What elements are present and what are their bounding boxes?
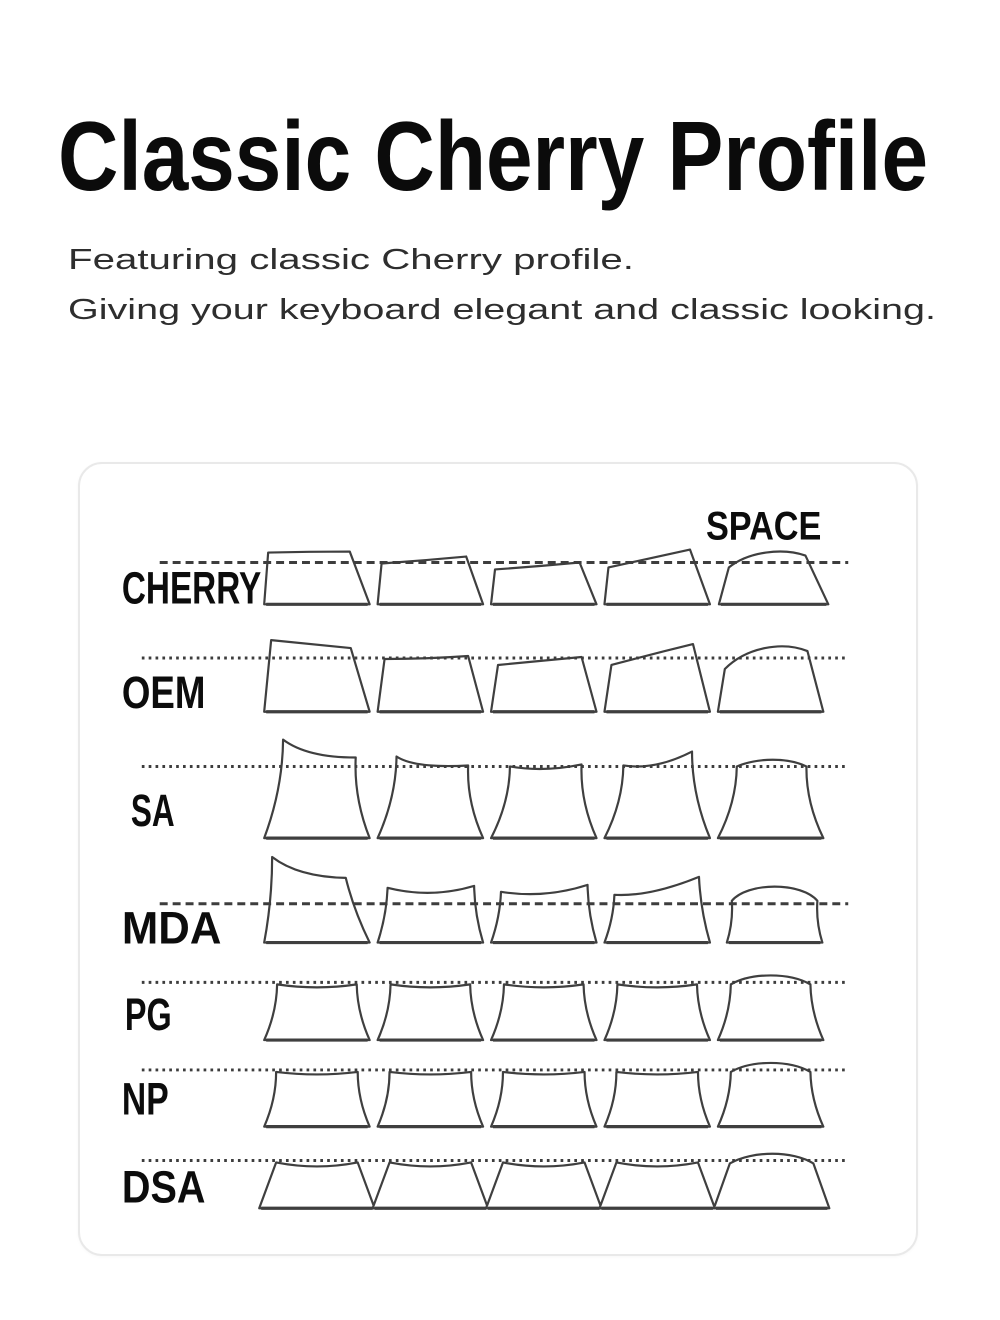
keycap-pg-2: [378, 984, 483, 1040]
keycap-mda-3: [491, 885, 596, 943]
keycap-mda-2: [378, 886, 483, 943]
row-label-mda: MDA: [121, 902, 222, 954]
keycap-dsa-1: [259, 1162, 374, 1208]
header: [0, 0, 1000, 440]
keycap-dsa-3: [486, 1162, 601, 1208]
keycap-oem-3: [491, 657, 596, 712]
keycap-sa-2: [378, 757, 483, 839]
keycap-mda-1: [264, 857, 369, 943]
row-label-cherry: CHERRY: [121, 562, 262, 614]
keycap-space-pg: [718, 975, 823, 1040]
keycap-dsa-2: [373, 1162, 488, 1208]
keycap-sa-3: [491, 764, 596, 838]
profile-row-dsa: [122, 1154, 848, 1213]
keycap-space-dsa: [714, 1154, 829, 1208]
keycap-pg-4: [604, 984, 709, 1040]
keycap-cherry-1: [264, 552, 369, 605]
page-title: Classic Cherry Profile: [58, 101, 928, 211]
keycap-cherry-3: [491, 563, 596, 605]
row-label-oem: OEM: [121, 666, 206, 718]
keycap-oem-4: [604, 644, 709, 712]
subtitle-line-1: Featuring classic Cherry profile.: [68, 244, 634, 276]
keycap-space-sa: [718, 760, 823, 838]
keycap-oem-2: [378, 656, 483, 712]
keycap-space-cherry: [719, 552, 828, 605]
keycap-oem-1: [264, 640, 369, 712]
subtitle-line-2: Giving your keyboard elegant and classic looking.: [68, 294, 936, 326]
keycap-profile-diagram: [80, 464, 916, 1254]
row-label-pg: PG: [124, 989, 172, 1041]
profile-diagram-card: [78, 462, 918, 1256]
keycap-np-4: [604, 1072, 709, 1127]
profile-row-np: [122, 1063, 848, 1127]
space-column-label: SPACE: [705, 504, 822, 549]
keycap-dsa-4: [599, 1162, 714, 1208]
row-label-sa: SA: [130, 785, 175, 837]
row-label-np: NP: [121, 1073, 169, 1125]
keycap-space-mda: [727, 887, 823, 943]
profile-row-sa: [131, 740, 848, 839]
keycap-space-np: [718, 1063, 823, 1127]
profile-row-mda: [122, 857, 848, 954]
keycap-sa-1: [264, 740, 369, 839]
keycap-np-3: [491, 1072, 596, 1127]
keycap-cherry-4: [604, 550, 709, 605]
profile-row-oem: [122, 640, 848, 718]
keycap-np-2: [378, 1072, 483, 1127]
keycap-pg-1: [264, 984, 369, 1040]
keycap-mda-4: [604, 877, 709, 943]
profile-row-pg: [125, 975, 848, 1040]
keycap-np-1: [264, 1072, 369, 1127]
keycap-sa-4: [604, 752, 709, 839]
keycap-pg-3: [491, 984, 596, 1040]
row-label-dsa: DSA: [121, 1161, 206, 1213]
profile-row-cherry: [122, 550, 848, 614]
keycap-space-oem: [718, 646, 823, 711]
